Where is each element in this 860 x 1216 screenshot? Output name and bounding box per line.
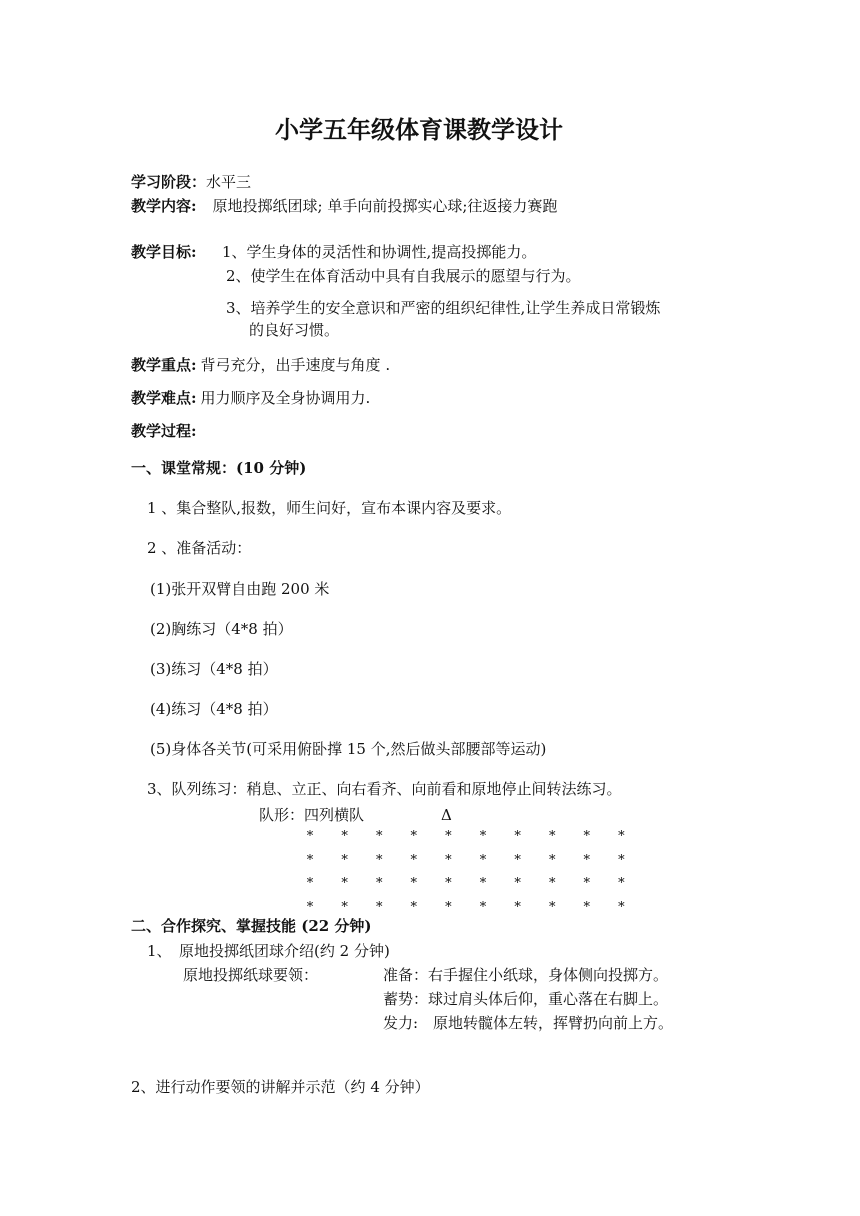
stage-row [131,172,251,192]
essential-item: 发力: 原地转髋体左转，挥臂扔向前上方。 [383,1014,674,1032]
formation-student-mark: * [583,829,591,844]
difficulty-row [131,388,370,408]
essentials-label: 原地投掷纸球要领： [183,966,319,984]
formation-student-mark: * [341,852,348,868]
section1-item: (5)身体各关节(可采用俯卧撑 15 个,然后做头部腰部等运动) [150,740,547,758]
goal-item: 2、使学生在体育活动中具有自我展示的愿望与行为。 [226,267,581,285]
section1-item: (3)练习（4*8 拍） [150,660,278,678]
formation-student-mark: * [548,829,556,844]
formation-student-mark: * [445,829,452,844]
formation-student-mark: * [341,899,348,915]
formation-student-mark: * [410,899,418,915]
stage-value: 水平三 [206,173,252,191]
formation-student-mark: * [445,852,452,868]
content-row [131,196,557,216]
formation-student-mark: * [306,899,314,915]
formation-student-mark: * [548,876,556,891]
formation-student-mark: * [618,852,625,868]
formation-student-mark: * [306,876,314,891]
formation-student-mark: * [479,852,487,868]
formation-student-mark: * [514,899,521,915]
formation-student-mark: * [375,852,383,868]
formation-student-mark: * [583,899,591,915]
formation-student-mark: * [375,829,383,844]
keypoint-row [131,355,390,375]
difficulty-label: 教学难点: [131,389,197,407]
formation-student-mark: * [548,852,556,868]
formation-student-mark: * [306,852,314,868]
formation-student-mark: * [583,876,591,891]
section1-item: (1)张开双臂自由跑 200 米 [150,580,330,598]
section2-heading: 二、合作探究、掌握技能 (22 分钟) [131,917,372,935]
formation-student-mark: * [306,829,314,844]
formation-student-mark: * [410,829,418,844]
teacher-mark: Δ [441,806,452,824]
formation-student-mark: * [341,876,348,891]
goal-item-continuation: 的良好习惯。 [249,321,340,339]
section2-item-2: 2、进行动作要领的讲解并示范（约 4 分钟） [131,1078,430,1096]
formation-student-mark: * [445,876,452,891]
formation-student-mark: * [583,852,591,868]
section1-item: 2 、准备活动： [147,539,252,557]
formation-student-mark: * [618,876,625,891]
formation-label: 队形：四列横队 [259,806,365,824]
section1-item: 3、队列练习：稍息、立正、向右看齐、向前看和原地停止间转法练习。 [147,780,622,798]
section2-item-1: 1、 原地投掷纸团球介绍(约 2 分钟) [147,942,390,960]
section1-heading: 一、课堂常规：(10 分钟) [131,459,307,477]
formation-student-mark: * [618,829,625,844]
difficulty-value: 用力顺序及全身协调用力. [200,389,371,407]
formation-student-mark: * [341,829,348,844]
keypoint-value: 背弓充分，出手速度与角度 . [200,356,391,374]
goal-item: 1、学生身体的灵活性和协调性,提高投掷能力。 [222,243,537,261]
stage-label: 学习阶段： [131,173,207,191]
formation-student-mark: * [445,899,452,915]
formation-student-mark: * [410,852,418,868]
section1-item: (4)练习（4*8 拍） [150,700,278,718]
formation-student-mark: * [479,899,487,915]
formation-student-mark: * [514,829,521,844]
essential-item: 准备：右手握住小纸球，身体侧向投掷方。 [383,966,669,984]
document-title: 小学五年级体育课教学设计 [275,116,563,144]
keypoint-label: 教学重点: [131,356,197,374]
content-label: 教学内容: [131,197,197,215]
goals-label: 教学目标: [131,243,197,261]
formation-student-mark: * [514,852,521,868]
formation-student-mark: * [548,899,556,915]
formation-student-mark: * [618,899,625,915]
section1-item: (2)胸练习（4*8 拍） [150,620,293,638]
formation-student-mark: * [514,876,521,891]
formation-student-mark: * [410,876,418,891]
formation-student-mark: * [479,876,487,891]
section1-item: 1 、集合整队,报数，师生问好，宣布本课内容及要求。 [147,499,512,517]
process-label: 教学过程: [131,422,197,440]
goal-item: 3、培养学生的安全意识和严密的组织纪律性,让学生养成日常锻炼 [226,299,661,317]
formation-student-mark: * [375,899,383,915]
formation-student-mark: * [375,876,383,891]
content-value: 原地投掷纸团球; 单手向前投掷实心球;往返接力赛跑 [212,197,558,215]
essential-item: 蓄势：球过肩头体后仰，重心落在右脚上。 [383,990,669,1008]
formation-student-mark: * [479,829,487,844]
